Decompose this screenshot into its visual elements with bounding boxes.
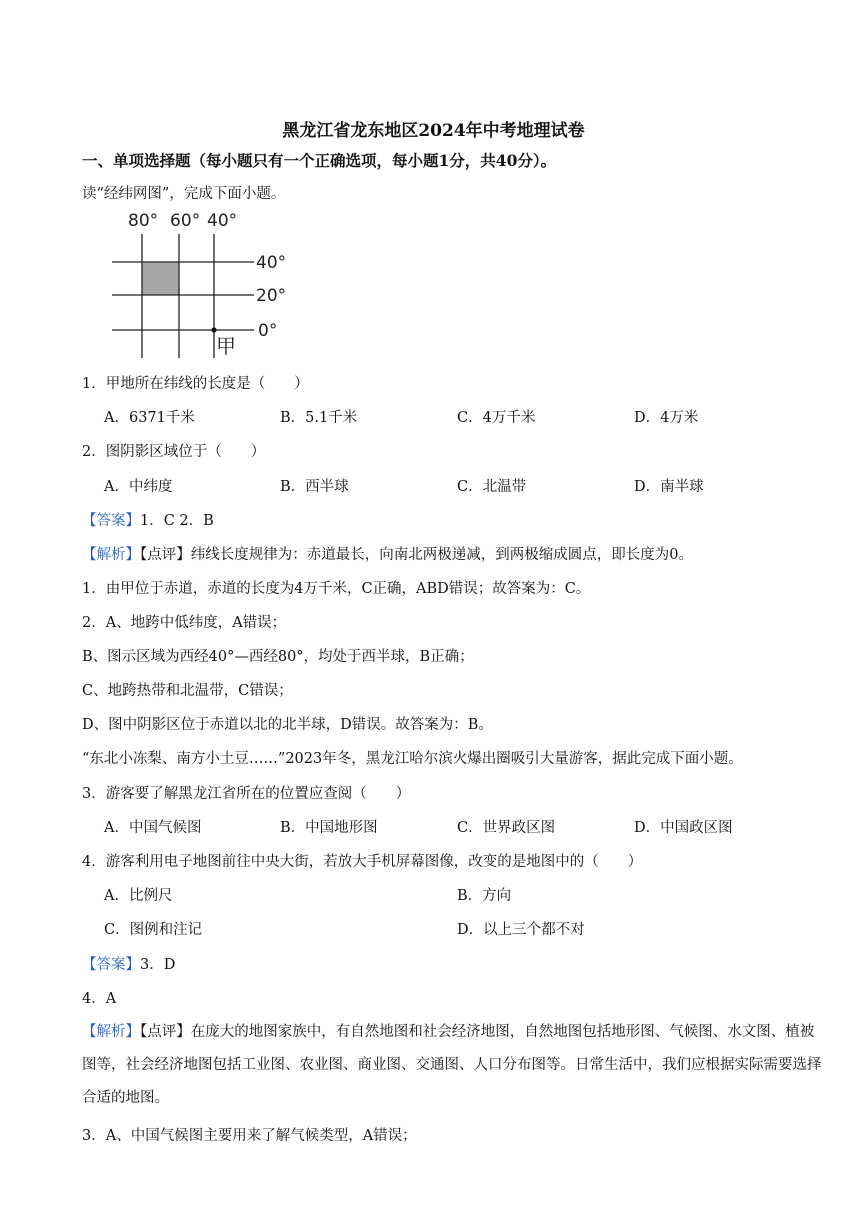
answer-tag: 【答案】 bbox=[82, 957, 140, 973]
page-title: 黑龙江省龙东地区2024年中考地理试卷 bbox=[282, 121, 585, 141]
intro-text-2: “东北小冻梨、南方小土豆……”2023年冬，黑龙江哈尔滨火爆出圈吸引大量游客，据此完成下面小题。 bbox=[82, 751, 743, 767]
q4-option-b: B．方向 bbox=[457, 888, 512, 904]
lon-label-80: 80° bbox=[128, 211, 159, 231]
lat-label-20: 20° bbox=[256, 286, 287, 306]
lat-label-0: 0° bbox=[258, 321, 278, 341]
q1-option-d: D．4万米 bbox=[634, 410, 699, 426]
q4-option-a: A．比例尺 bbox=[104, 888, 173, 904]
answer-tag: 【答案】 bbox=[82, 513, 140, 529]
answer-line-2: 4．A bbox=[82, 991, 117, 1007]
q2-option-b: B．西半球 bbox=[280, 479, 349, 495]
explanation-line: 2．A、地跨中低纬度，A错误； bbox=[82, 615, 287, 631]
answer-text: 1．C 2．B bbox=[140, 513, 214, 529]
lon-label-60: 60° bbox=[170, 211, 201, 231]
q2-option-c: C．北温带 bbox=[457, 479, 527, 495]
q2-option-d: D．南半球 bbox=[634, 479, 704, 495]
question-4: 4．游客利用电子地图前往中央大街，若放大手机屏幕图像，改变的是地图中的（ ） bbox=[82, 854, 643, 870]
answer-text: 3．D bbox=[140, 957, 176, 973]
question-1: 1．甲地所在纬线的长度是（ ） bbox=[82, 376, 309, 392]
point-jia-label: 甲 bbox=[216, 334, 236, 358]
q3-option-c: C．世界政区图 bbox=[457, 820, 556, 836]
shaded-region bbox=[142, 262, 179, 295]
section-heading: 一、单项选择题（每小题只有一个正确选项，每小题1分，共40分）。 bbox=[82, 151, 557, 170]
explanation-line: D、图中阴影区位于赤道以北的北半球，D错误。故答案为：B。 bbox=[82, 717, 493, 733]
q4-option-c: C．图例和注记 bbox=[104, 922, 203, 938]
lat-label-40: 40° bbox=[256, 253, 287, 273]
point-jia-marker bbox=[211, 327, 216, 332]
question-3: 3．游客要了解黑龙江省所在的位置应查阅（ ） bbox=[82, 786, 411, 802]
q1-option-a: A．6371千米 bbox=[104, 410, 195, 426]
explanation-comment: 【点评】在庞大的地图家族中，有自然地图和社会经济地图，自然地图包括地形图、气候图、水文图、植被图等，社会经济地图包括工业图、农业图、商业图、交通图、人口分布图等。日常生活中，我们应根据实际需要选择合适的地图。 bbox=[82, 1024, 822, 1106]
answer-block-2 bbox=[82, 955, 175, 975]
q4-option-d: D．以上三个都不对 bbox=[457, 922, 585, 938]
explanation-line: 1．由甲位于赤道，赤道的长度为4万千米，C正确，ABD错误；故答案为：C。 bbox=[82, 581, 591, 597]
q3-option-a: A．中国气候图 bbox=[104, 820, 202, 836]
answer-block-1 bbox=[82, 511, 214, 531]
graticule-map bbox=[108, 206, 308, 366]
q2-option-a: A．中纬度 bbox=[104, 479, 173, 495]
q1-option-c: C．4万千米 bbox=[457, 410, 536, 426]
explanation-line: C、地跨热带和北温带，C错误； bbox=[82, 683, 293, 699]
q3-option-b: B．中国地形图 bbox=[280, 820, 378, 836]
lon-label-40: 40° bbox=[207, 211, 238, 231]
q3-option-d: D．中国政区图 bbox=[634, 820, 733, 836]
explanation-block-2 bbox=[82, 1016, 822, 1115]
explanation-tag: 【解析】 bbox=[82, 547, 140, 563]
question-2: 2．图阴影区域位于（ ） bbox=[82, 444, 266, 460]
intro-text-1: 读“经纬网图”，完成下面小题。 bbox=[82, 186, 286, 202]
explanation-line: 3．A、中国气候图主要用来了解气候类型，A错误； bbox=[82, 1128, 417, 1144]
explanation-tag: 【解析】 bbox=[82, 1024, 140, 1040]
explanation-block-1 bbox=[82, 545, 693, 565]
q1-option-b: B．5.1千米 bbox=[280, 410, 358, 426]
explanation-comment: 【点评】纬线长度规律为：赤道最长，向南北两极递减，到两极缩成圆点，即长度为0。 bbox=[140, 547, 693, 563]
explanation-line: B、图示区域为西经40°—西经80°，均处于西半球，B正确； bbox=[82, 649, 474, 665]
